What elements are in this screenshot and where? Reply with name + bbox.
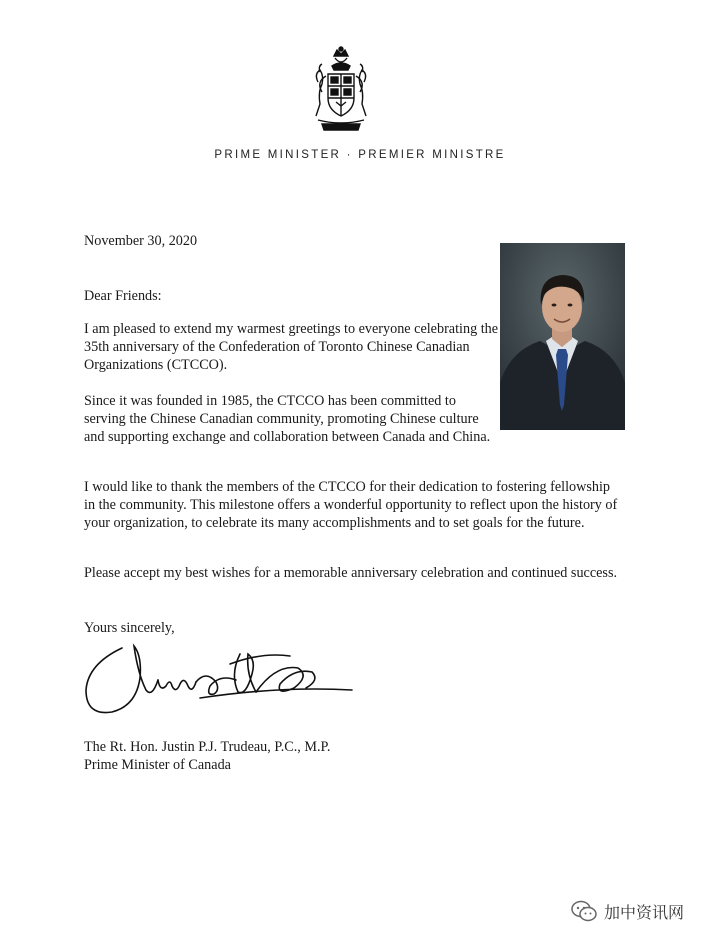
letter-date: November 30, 2020 <box>84 233 198 249</box>
letter-paragraph: I would like to thank the members of the CTCCO for their dedication to fostering fellowship in the community. This milestone offers a wonderful opportunity to reflect upon the history of your organization, to celebrate its many accomplishments and to set goals for the future. <box>84 479 618 531</box>
watermark <box>570 897 684 925</box>
signatory-name: The Rt. Hon. Justin P.J. Trudeau, P.C., M.P. <box>84 739 331 755</box>
letter-paragraph: Please accept my best wishes for a memorable anniversary celebration and continued success. <box>84 565 618 581</box>
letter-paragraph: I am pleased to extend my warmest greetings to everyone celebrating the 35th anniversary of the Confederation of Toronto Chinese Canadian Organizations (CTCCO). <box>84 321 499 373</box>
signatory-title: Prime Minister of Canada <box>84 757 231 773</box>
letter-closing: Yours sincerely, <box>84 620 175 636</box>
letter-paragraph: Since it was founded in 1985, the CTCCO has been committed to serving the Chinese Canadian community, promoting Chinese culture and supporting exchange and collaboration between Canada and China. <box>84 393 491 445</box>
coat-of-arms-crest <box>308 46 374 132</box>
letterhead: PRIME MINISTER · PREMIER MINISTRE <box>214 149 506 161</box>
letter-salutation: Dear Friends: <box>84 288 162 304</box>
handwritten-signature <box>80 634 360 724</box>
watermark-text: 加中资讯网 <box>604 902 685 922</box>
portrait-photo <box>500 243 625 430</box>
wechat-icon <box>570 899 598 923</box>
